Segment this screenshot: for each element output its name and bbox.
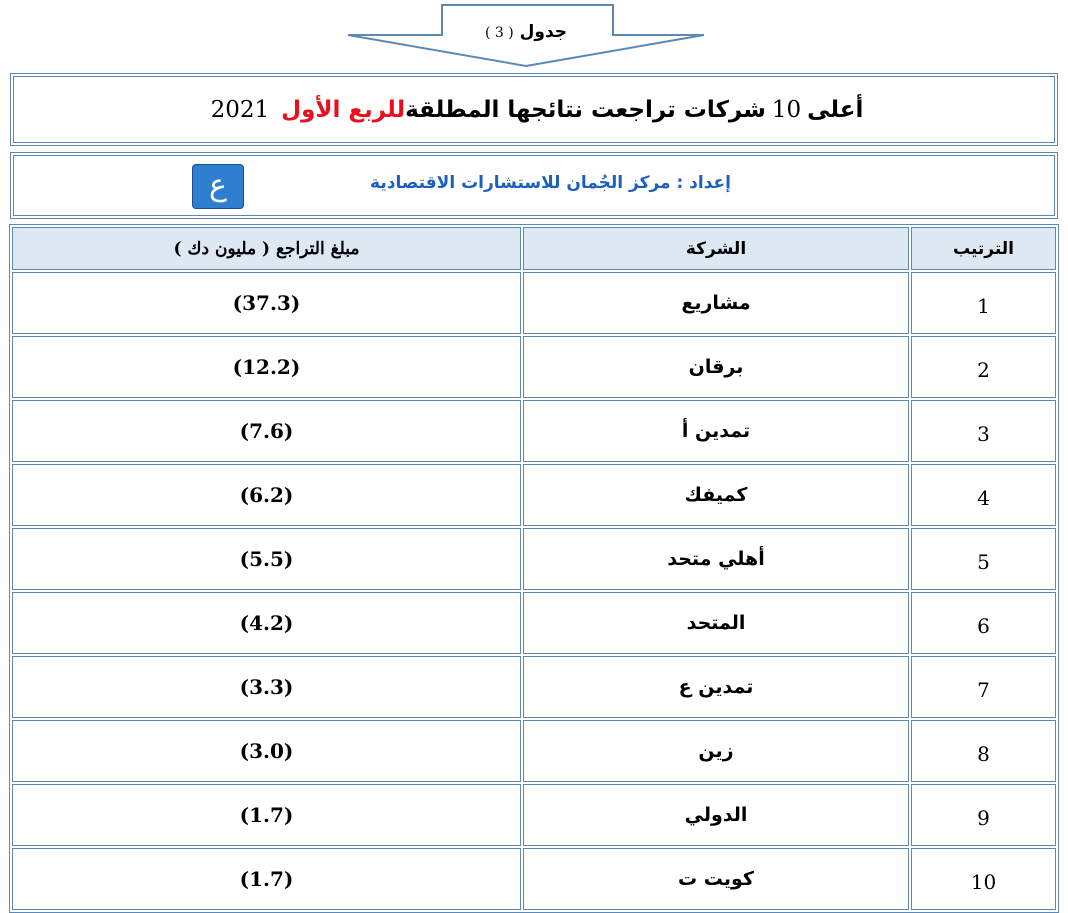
ranking-table xyxy=(9,224,1059,913)
title-highlight: للربع الأول xyxy=(281,96,406,123)
table-row xyxy=(12,464,1056,526)
cell-amount: (1.7) xyxy=(12,848,521,910)
table-row xyxy=(12,592,1056,654)
header-company: الشركة xyxy=(523,227,909,270)
cell-company: تمدين ع xyxy=(523,656,909,718)
cell-company: كميفك xyxy=(523,464,909,526)
credit-box xyxy=(10,152,1058,219)
cell-amount: (1.7) xyxy=(12,784,521,846)
header-amount: مبلغ التراجع ( مليون دك ) xyxy=(12,227,521,270)
table-row xyxy=(12,336,1056,398)
table-row xyxy=(12,656,1056,718)
title-count: 10 xyxy=(771,96,802,123)
cell-amount: (6.2) xyxy=(12,464,521,526)
cell-rank: 5 xyxy=(911,528,1056,590)
cell-amount: (7.6) xyxy=(12,400,521,462)
cell-rank: 10 xyxy=(911,848,1056,910)
title-box xyxy=(10,73,1058,146)
cell-company: الدولي xyxy=(523,784,909,846)
table-number-label xyxy=(345,22,707,42)
cell-rank: 8 xyxy=(911,720,1056,782)
cell-rank: 3 xyxy=(911,400,1056,462)
cell-amount: (5.5) xyxy=(12,528,521,590)
table-row xyxy=(12,528,1056,590)
cell-rank: 1 xyxy=(911,272,1056,334)
table-word: جدول xyxy=(519,22,568,42)
cell-rank: 4 xyxy=(911,464,1056,526)
cell-amount: (3.0) xyxy=(12,720,521,782)
cell-company: كويت ت xyxy=(523,848,909,910)
table-row xyxy=(12,720,1056,782)
table-number: ( 3 ) xyxy=(484,25,514,41)
table-row xyxy=(12,784,1056,846)
table-row xyxy=(12,272,1056,334)
page-title xyxy=(11,74,1057,145)
cell-amount: (12.2) xyxy=(12,336,521,398)
title-part1: أعلى xyxy=(807,96,864,123)
title-year: 2021 xyxy=(210,96,270,123)
cell-company: المتحد xyxy=(523,592,909,654)
credit-text: إعداد : مركز الجُمان للاستشارات الاقتصادية xyxy=(370,173,731,193)
table-row xyxy=(12,400,1056,462)
cell-amount: (3.3) xyxy=(12,656,521,718)
table-number-arrow xyxy=(345,4,707,68)
cell-rank: 6 xyxy=(911,592,1056,654)
cell-company: زين xyxy=(523,720,909,782)
cell-amount: (4.2) xyxy=(12,592,521,654)
cell-company: برقان xyxy=(523,336,909,398)
cell-rank: 7 xyxy=(911,656,1056,718)
cell-amount: (37.3) xyxy=(12,272,521,334)
title-part2: شركات تراجعت نتائجها المطلقة xyxy=(405,96,766,123)
table-header-row xyxy=(12,227,1056,270)
cell-company: تمدين أ xyxy=(523,400,909,462)
logo-glyph: ع xyxy=(209,168,227,203)
cell-rank: 9 xyxy=(911,784,1056,846)
cell-rank: 2 xyxy=(911,336,1056,398)
cell-company: أهلي متحد xyxy=(523,528,909,590)
cell-company: مشاريع xyxy=(523,272,909,334)
table-row xyxy=(12,848,1056,910)
jumana-logo-icon xyxy=(192,164,244,209)
header-rank: الترتيب xyxy=(911,227,1056,270)
